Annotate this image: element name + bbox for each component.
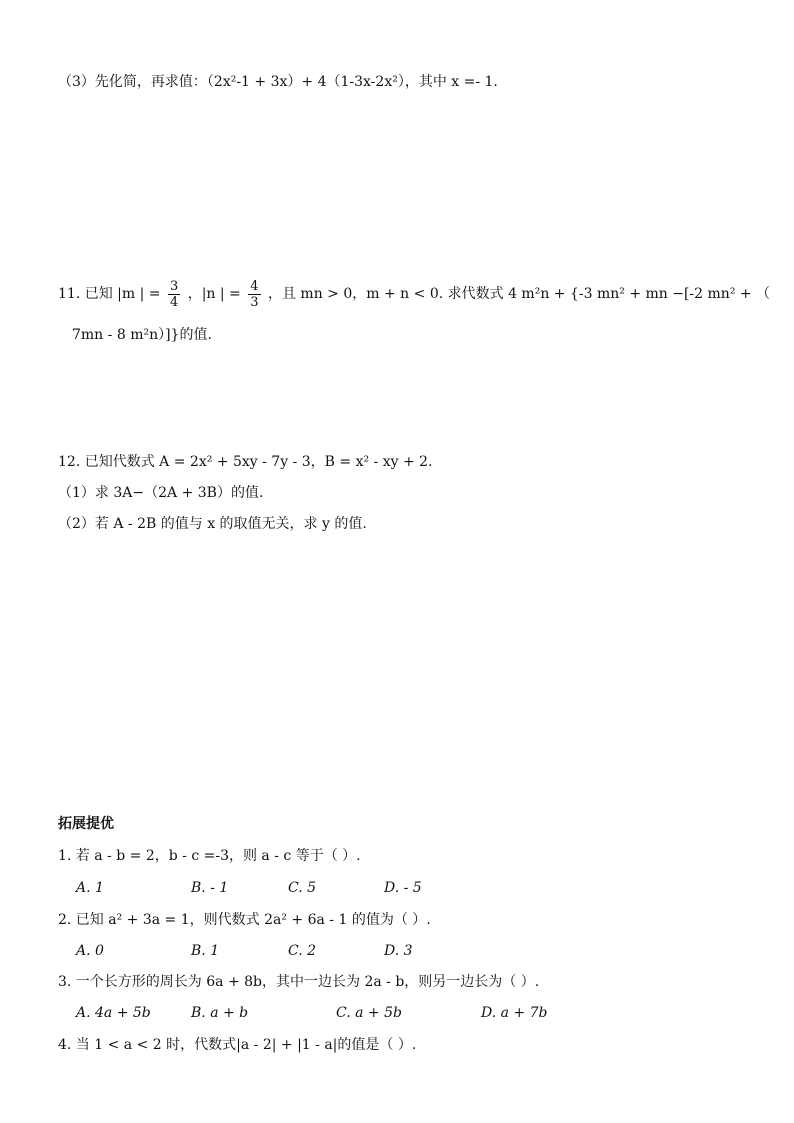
mc-1-option-b: B. - 1 bbox=[191, 880, 229, 896]
mc-1-option-c: C. 5 bbox=[288, 880, 317, 896]
fraction-four-thirds bbox=[248, 279, 260, 310]
mc-question-3: 3. 一个长方形的周长为 6a + 8b，其中一边长为 2a - b，则另一边长为（ ）. bbox=[58, 974, 540, 990]
mc-3-option-d: D. a + 7b bbox=[481, 1005, 548, 1021]
mc-1-option-d: D. - 5 bbox=[384, 880, 422, 896]
question-11-middle: ，|n | = bbox=[187, 286, 241, 302]
mc-3-option-a: A. 4a + 5b bbox=[76, 1005, 151, 1021]
mc-question-4: 4. 当 1 < a < 2 时，代数式|a - 2| + |1 - a|的值是（ ）. bbox=[58, 1037, 417, 1053]
mc-3-option-c: C. a + 5b bbox=[336, 1005, 402, 1021]
mc-2-option-a: A. 0 bbox=[76, 943, 104, 959]
mc-question-1: 1. 若 a - b = 2，b - c =-3，则 a - c 等于（ ）. bbox=[58, 848, 361, 864]
fraction-numerator: 3 bbox=[169, 278, 179, 294]
mc-3-option-b: B. a + b bbox=[191, 1005, 249, 1021]
question-11-line-2: 7mn - 8 m²n）]}的值. bbox=[72, 327, 212, 343]
mc-2-option-b: B. 1 bbox=[191, 943, 220, 959]
question-11-prefix: 11. 已知 |m | = bbox=[58, 286, 161, 302]
fraction-three-quarters bbox=[168, 279, 180, 310]
question-12-stem: 12. 已知代数式 A = 2x² + 5xy - 7y - 3，B = x² - xy + 2. bbox=[58, 454, 433, 470]
section-title: 拓展提优 bbox=[58, 816, 114, 832]
fraction-denominator: 4 bbox=[169, 294, 179, 310]
question-11 bbox=[58, 276, 770, 312]
mc-2-option-d: D. 3 bbox=[384, 943, 413, 959]
mc-2-option-c: C. 2 bbox=[288, 943, 317, 959]
question-10-part-3: （3）先化简，再求值：（2x²-1 + 3x）+ 4（1-3x-2x²），其中 x =- 1. bbox=[58, 74, 498, 90]
question-11-suffix: ，且 mn > 0，m + n < 0. 求代数式 4 m²n + {-3 mn² + mn −[-2 mn² + （ bbox=[267, 286, 771, 302]
mc-1-option-a: A. 1 bbox=[76, 880, 104, 896]
question-12-part-1: （1）求 3A−（2A + 3B）的值. bbox=[58, 485, 264, 501]
question-12-part-2: （2）若 A - 2B 的值与 x 的取值无关，求 y 的值. bbox=[58, 516, 367, 532]
fraction-numerator: 4 bbox=[250, 278, 259, 294]
fraction-denominator: 3 bbox=[250, 294, 259, 310]
mc-question-2: 2. 已知 a² + 3a = 1，则代数式 2a² + 6a - 1 的值为（ ）. bbox=[58, 912, 431, 928]
